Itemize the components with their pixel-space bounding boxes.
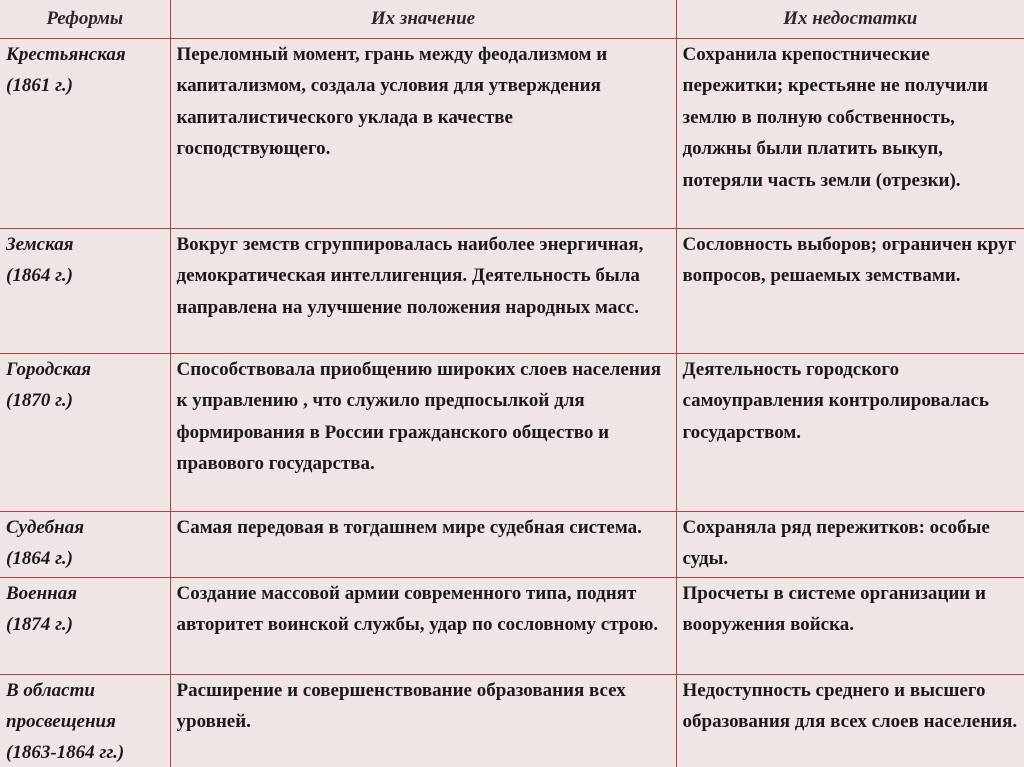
table-row [0,38,1024,228]
reform-significance: Вокруг земств сгруппировалась наиболее энергичная, демократическая интеллигенция. Деятельность была направлена на улучшение положения народных масс. [170,228,676,353]
reform-drawbacks: Недоступность среднего и высшего образования для всех слоев населения. [676,674,1024,767]
reform-name: Судебная (1864 г.) [0,511,170,577]
header-reforms: Реформы [0,0,170,38]
reform-drawbacks: Сословность выборов; ограничен круг вопросов, решаемых земствами. [676,228,1024,353]
table-row [0,353,1024,511]
table-row [0,577,1024,674]
table-row [0,228,1024,353]
reform-drawbacks: Сохранила крепостнические пережитки; крестьяне не получили землю в полную собственность, должны были платить выкуп, потеряли часть земли (отрезки). [676,38,1024,228]
table-header-row [0,0,1024,38]
reform-name: Крестьянская (1861 г.) [0,38,170,228]
reform-drawbacks: Просчеты в системе организации и вооружения войска. [676,577,1024,674]
reform-name: В области просвещения (1863-1864 гг.) [0,674,170,767]
reform-name: Земская (1864 г.) [0,228,170,353]
table-row [0,511,1024,577]
header-drawbacks: Их недостатки [676,0,1024,38]
reform-significance: Самая передовая в тогдашнем мире судебная система. [170,511,676,577]
table-row [0,674,1024,767]
reform-significance: Способствовала приобщению широких слоев населения к управлению , что служило предпосылкой для формирования в России гражданского общество и правового государства. [170,353,676,511]
reform-name: Военная (1874 г.) [0,577,170,674]
reform-name: Городская (1870 г.) [0,353,170,511]
reform-significance: Расширение и совершенствование образования всех уровней. [170,674,676,767]
reform-drawbacks: Деятельность городского самоуправления контролировалась государством. [676,353,1024,511]
reform-significance: Переломный момент, грань между феодализмом и капитализмом, создала условия для утверждения капиталистического уклада в качестве господствующего. [170,38,676,228]
header-significance: Их значение [170,0,676,38]
reform-significance: Создание массовой армии современного типа, поднят авторитет воинской службы, удар по сословному строю. [170,577,676,674]
reform-drawbacks: Сохраняла ряд пережитков: особые суды. [676,511,1024,577]
